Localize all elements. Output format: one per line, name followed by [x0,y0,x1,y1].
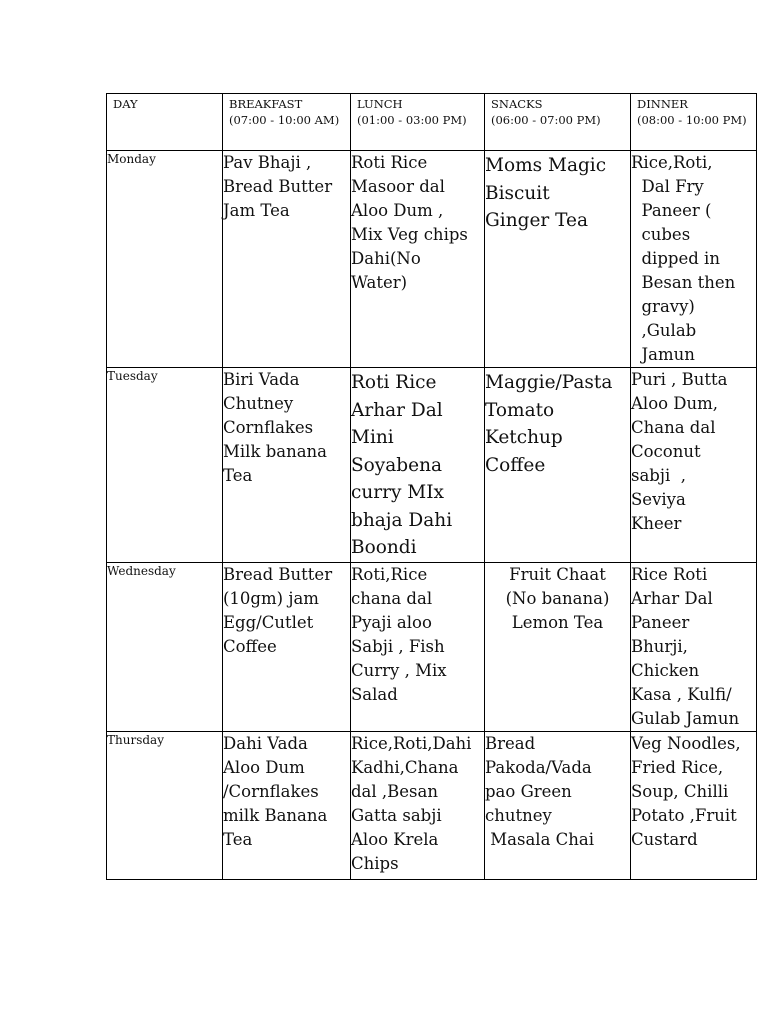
day-cell: Tuesday [107,368,223,563]
day-cell: Thursday [107,731,223,879]
snacks-cell: Fruit Chaat (No banana) Lemon Tea [485,562,631,731]
snacks-cell: Maggie/Pasta Tomato Ketchup Coffee [485,368,631,563]
header-snacks [485,94,631,151]
header-breakfast [223,94,351,151]
snacks-cell: Moms Magic Biscuit Ginger Tea [485,151,631,368]
day-cell: Monday [107,151,223,368]
breakfast-cell: Pav Bhaji , Bread Butter Jam Tea [223,151,351,368]
table-row [107,562,757,731]
dinner-cell: Rice Roti Arhar Dal Paneer Bhurji, Chicken Kasa , Kulfi/ Gulab Jamun [631,562,757,731]
lunch-cell: Rice,Roti,Dahi Kadhi,Chana dal ,Besan Gatta sabji Aloo Krela Chips [351,731,485,879]
header-lunch-title: LUNCH [357,97,403,111]
header-breakfast-time: (07:00 - 10:00 AM) [229,113,340,127]
header-day-title: DAY [113,97,138,111]
header-snacks-title: SNACKS [491,97,543,111]
dinner-cell: Veg Noodles, Fried Rice, Soup, Chilli Potato ,Fruit Custard [631,731,757,879]
table-row [107,368,757,563]
header-dinner-title: DINNER [637,97,688,111]
header-dinner [631,94,757,151]
header-snacks-time: (06:00 - 07:00 PM) [491,113,601,127]
header-lunch-time: (01:00 - 03:00 PM) [357,113,467,127]
breakfast-cell: Bread Butter (10gm) jam Egg/Cutlet Coffee [223,562,351,731]
table-row [107,731,757,879]
lunch-cell: Roti,Rice chana dal Pyaji aloo Sabji , Fish Curry , Mix Salad [351,562,485,731]
meal-schedule-table [106,93,757,880]
header-row [107,94,757,151]
table-row [107,151,757,368]
dinner-cell: Puri , Butta Aloo Dum, Chana dal Coconut sabji , Seviya Kheer [631,368,757,563]
lunch-cell: Roti Rice Masoor dal Aloo Dum , Mix Veg chips Dahi(No Water) [351,151,485,368]
header-lunch [351,94,485,151]
breakfast-cell: Biri Vada Chutney Cornflakes Milk banana Tea [223,368,351,563]
header-day [107,94,223,151]
breakfast-cell: Dahi Vada Aloo Dum /Cornflakes milk Banana Tea [223,731,351,879]
dinner-cell: Rice,Roti, Dal Fry Paneer ( cubes dipped in Besan then gravy) ,Gulab Jamun [631,151,757,368]
header-breakfast-title: BREAKFAST [229,97,303,111]
snacks-cell: Bread Pakoda/Vada pao Green chutney Masala Chai [485,731,631,879]
header-dinner-time: (08:00 - 10:00 PM) [637,113,747,127]
lunch-cell: Roti Rice Arhar Dal Mini Soyabena curry MIx bhaja Dahi Boondi [351,368,485,563]
day-cell: Wednesday [107,562,223,731]
